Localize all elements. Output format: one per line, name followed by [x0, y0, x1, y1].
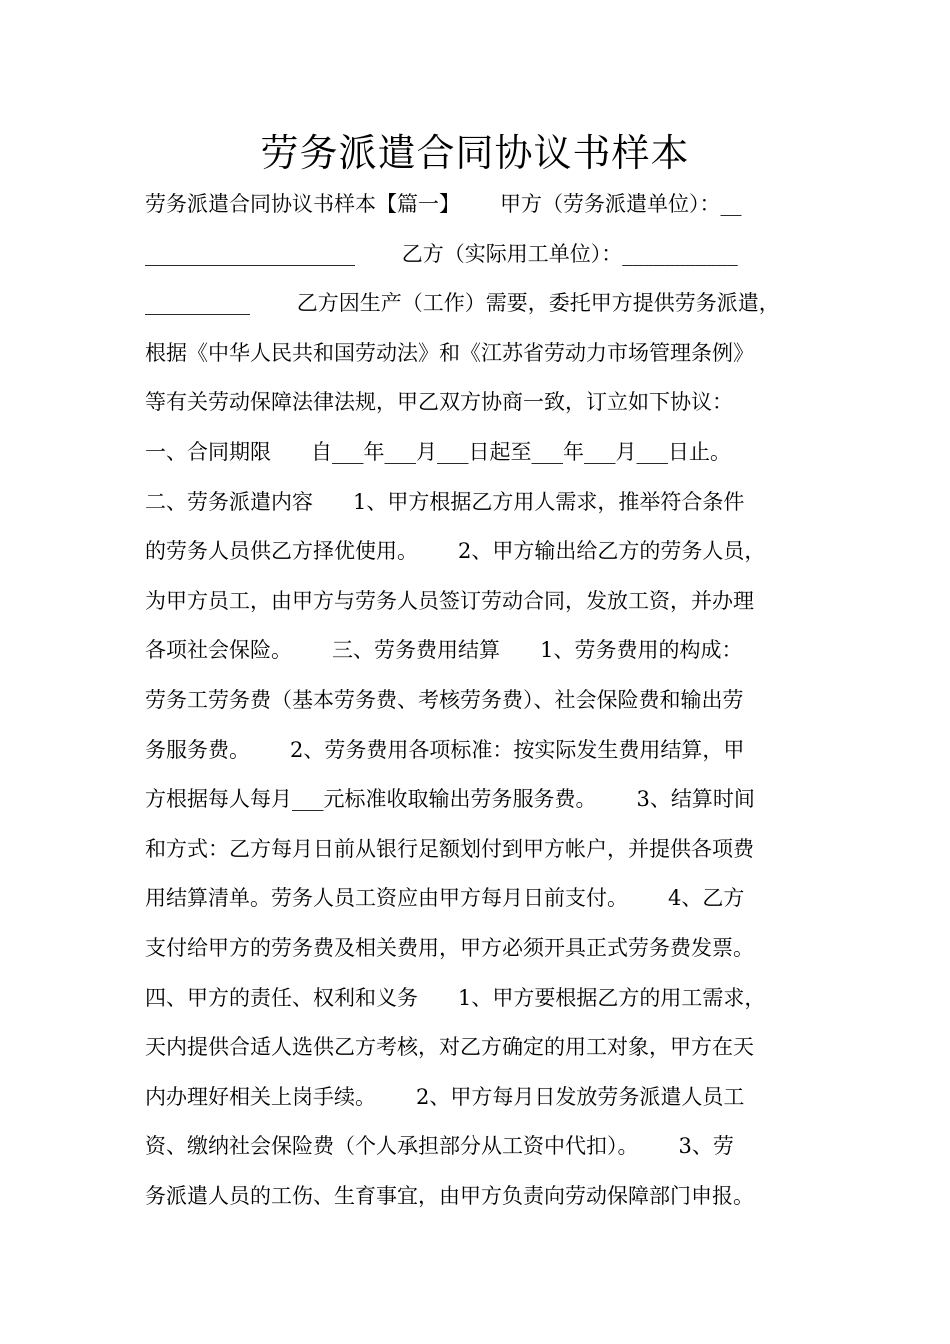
body-line: 二、劳务派遣内容 1、甲方根据乙方用人需求，推举符合条件	[145, 489, 745, 514]
body-line: 和方式：乙方每月日前从银行足额划付到甲方帐户，并提供各项费	[145, 836, 754, 861]
body-line: 天内提供合适人选供乙方考核，对乙方确定的用工对象，甲方在天	[145, 1035, 754, 1060]
body-line: 等有关劳动保障法律法规，甲乙双方协商一致，订立如下协议：	[145, 390, 733, 415]
body-line: 一、合同期限 自___年___月___日起至___年___月___日止。	[145, 439, 732, 464]
body-line: 方根据每人每月___元标准收取输出劳务服务费。 3、结算时间	[145, 787, 755, 812]
body-line: 支付给甲方的劳务费及相关费用，甲方必须开具正式劳务费发票。	[145, 935, 754, 960]
body-line: 根据《中华人民共和国劳动法》和《江苏省劳动力市场管理条例》	[145, 340, 754, 365]
body-line: ____________________ 乙方（实际用工单位）：___________	[145, 241, 738, 266]
body-line: 劳务派遣合同协议书样本【篇一】 甲方（劳务派遣单位）：__	[145, 192, 742, 216]
body-line: __________ 乙方因生产（工作）需要，委托甲方提供劳务派遣，	[145, 291, 780, 316]
body-line: 四、甲方的责任、权利和义务 1、甲方要根据乙方的用工需求，	[145, 985, 766, 1010]
body-line: 劳务工劳务费（基本劳务费、考核劳务费）、社会保险费和输出劳	[145, 687, 744, 712]
body-line: 务服务费。 2、劳务费用各项标准：按实际发生费用结算，甲	[145, 737, 745, 762]
document-body	[145, 180, 825, 1221]
body-line: 的劳务人员供乙方择优使用。 2、甲方输出给乙方的劳务人员，	[145, 539, 766, 564]
body-line: 为甲方员工，由甲方与劳务人员签订劳动合同，发放工资，并办理	[145, 588, 754, 613]
body-line: 内办理好相关上岗手续。 2、甲方每月日发放劳务派遣人员工	[145, 1084, 745, 1109]
body-line: 各项社会保险。 三、劳务费用结算 1、劳务费用的构成：	[145, 638, 743, 663]
body-line: 用结算清单。劳务人员工资应由甲方每月日前支付。 4、乙方	[145, 886, 745, 911]
body-line: 资、缴纳社会保险费（个人承担部分从工资中代扣）。 3、劳	[145, 1134, 734, 1159]
body-line: 务派遣人员的工伤、生育事宜，由甲方负责向劳动保障部门申报。	[145, 1183, 754, 1208]
document-title: 劳务派遣合同协议书样本	[260, 131, 690, 175]
